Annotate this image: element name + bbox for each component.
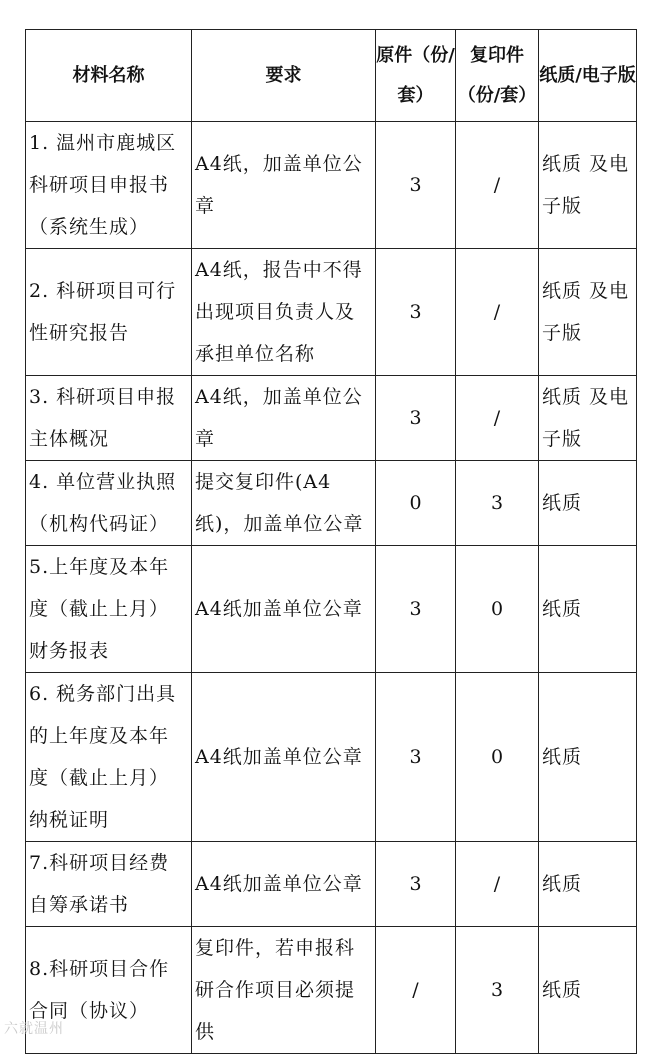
cell-requirement: A4纸加盖单位公章: [192, 673, 376, 842]
header-row: [26, 30, 637, 122]
cell-name: 3. 科研项目申报主体概况: [26, 376, 192, 461]
cell-type: 纸质: [539, 842, 637, 927]
cell-type: 纸质: [539, 546, 637, 673]
cell-original: 3: [376, 842, 456, 927]
cell-original: 3: [376, 122, 456, 249]
cell-type: 纸质 及电子版: [539, 376, 637, 461]
cell-original: 0: [376, 461, 456, 546]
cell-requirement: A4纸加盖单位公章: [192, 546, 376, 673]
cell-type: 纸质: [539, 461, 637, 546]
header-requirement: 要求: [192, 30, 376, 122]
table-row: [26, 546, 637, 673]
cell-name: 1. 温州市鹿城区科研项目申报书（系统生成）: [26, 122, 192, 249]
cell-name: 2. 科研项目可行性研究报告: [26, 249, 192, 376]
cell-original: 3: [376, 249, 456, 376]
table-row: [26, 376, 637, 461]
cell-name: 6. 税务部门出具的上年度及本年度（截止上月）纳税证明: [26, 673, 192, 842]
header-name: 材料名称: [26, 30, 192, 122]
cell-copy: /: [456, 842, 539, 927]
cell-requirement: A4纸加盖单位公章: [192, 842, 376, 927]
table-row: [26, 673, 637, 842]
watermark: 六就温州: [4, 1021, 64, 1037]
cell-requirement: A4纸，加盖单位公章: [192, 122, 376, 249]
cell-copy: /: [456, 122, 539, 249]
cell-requirement: 提交复印件(A4纸)，加盖单位公章: [192, 461, 376, 546]
table-row: [26, 842, 637, 927]
cell-type: 纸质: [539, 673, 637, 842]
cell-type: 纸质 及电子版: [539, 249, 637, 376]
table-row: [26, 461, 637, 546]
table-row: [26, 927, 637, 1054]
cell-name: 4. 单位营业执照（机构代码证）: [26, 461, 192, 546]
cell-original: 3: [376, 546, 456, 673]
header-copy: 复印件（份/套）: [456, 30, 539, 122]
cell-name: 5.上年度及本年度（截止上月）财务报表: [26, 546, 192, 673]
cell-copy: /: [456, 376, 539, 461]
table-row: [26, 122, 637, 249]
cell-requirement: A4纸，加盖单位公章: [192, 376, 376, 461]
materials-table: [25, 29, 637, 1054]
cell-copy: 0: [456, 673, 539, 842]
cell-type: 纸质: [539, 927, 637, 1054]
cell-name: 7.科研项目经费自筹承诺书: [26, 842, 192, 927]
cell-requirement: 复印件，若申报科研合作项目必须提供: [192, 927, 376, 1054]
cell-original: 3: [376, 376, 456, 461]
cell-original: /: [376, 927, 456, 1054]
header-type: 纸质/电子版: [539, 30, 637, 122]
cell-type: 纸质 及电子版: [539, 122, 637, 249]
table-row: [26, 249, 637, 376]
cell-copy: /: [456, 249, 539, 376]
cell-requirement: A4纸，报告中不得出现项目负责人及承担单位名称: [192, 249, 376, 376]
cell-copy: 0: [456, 546, 539, 673]
cell-copy: 3: [456, 461, 539, 546]
header-original: 原件（份/套）: [376, 30, 456, 122]
cell-copy: 3: [456, 927, 539, 1054]
cell-name: 8.科研项目合作合同（协议）: [26, 927, 192, 1054]
cell-original: 3: [376, 673, 456, 842]
